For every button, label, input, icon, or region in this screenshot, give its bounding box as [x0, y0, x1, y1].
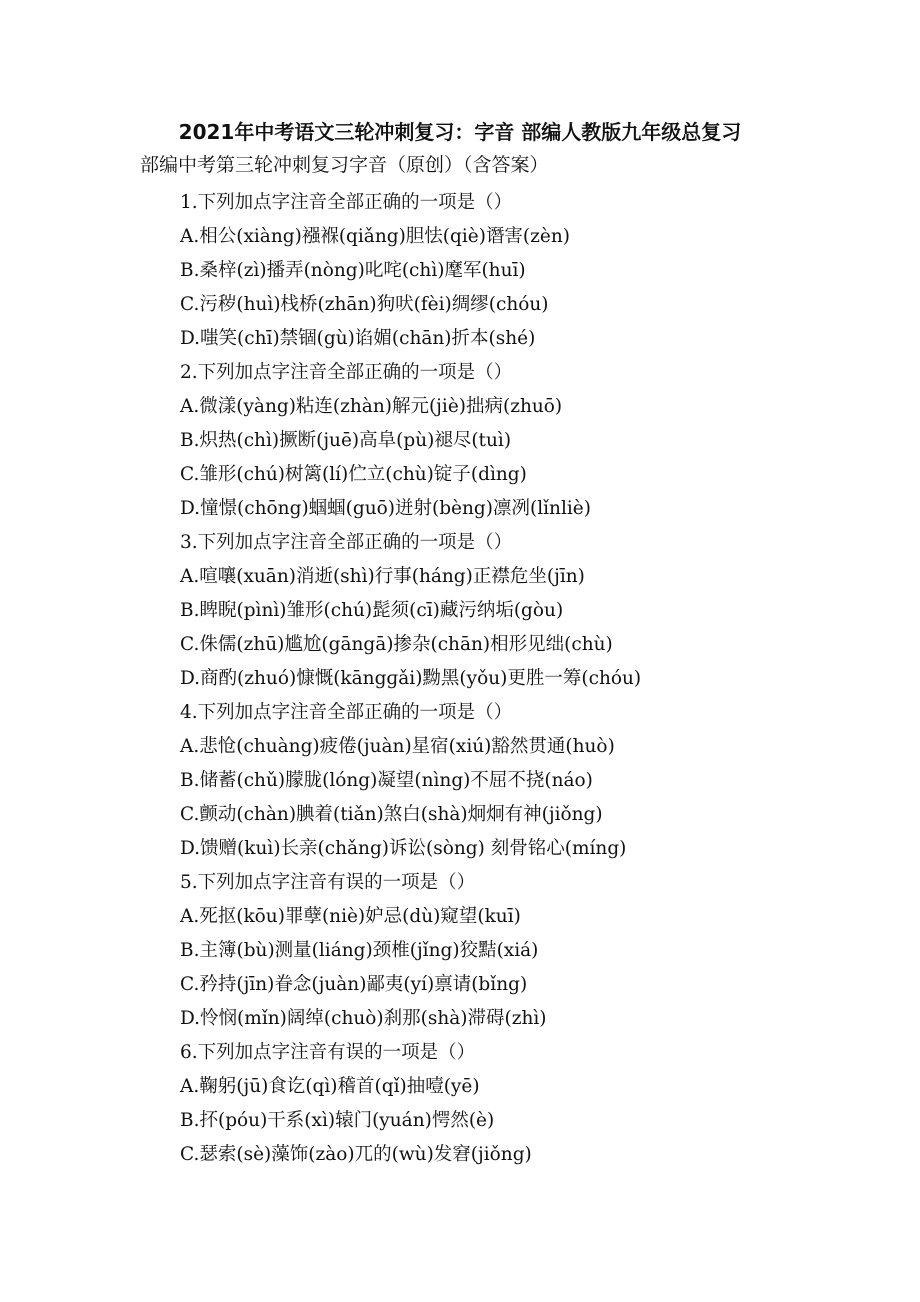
- question-6-option-a: A.鞠躬(jū)食讫(qì)稽首(qǐ)抽噎(yē): [180, 1076, 480, 1097]
- question-1-option-a: A.相公(xiàng)襁褓(qiǎng)胆怯(qiè)谮害(zèn): [180, 226, 570, 247]
- question-6-option-c: C.瑟索(sè)藻饰(zào)兀的(wù)发窘(jiǒng): [180, 1144, 532, 1165]
- question-6-option-b: B.抔(póu)干系(xì)辕门(yuán)愕然(è): [180, 1110, 495, 1131]
- question-2-option-a: A.微漾(yàng)粘连(zhàn)解元(jiè)拙病(zhuō): [180, 396, 563, 417]
- document-title: 2021年中考语文三轮冲刺复习：字音 部编人教版九年级总复习: [178, 120, 742, 144]
- question-4-option-a: A.悲怆(chuàng)疲倦(juàn)星宿(xiú)豁然贯通(huò): [180, 736, 615, 757]
- question-4-option-b: B.储蓄(chǔ)朦胧(lóng)凝望(nìng)不屈不挠(náo): [180, 770, 593, 791]
- question-6-stem: 6.下列加点字注音有误的一项是（）: [180, 1042, 476, 1063]
- question-3-stem: 3.下列加点字注音全部正确的一项是（）: [180, 532, 513, 553]
- question-2-option-d: D.憧憬(chōng)蝈蝈(guō)迸射(bèng)凛冽(lǐnliè): [180, 498, 591, 519]
- question-2-option-c: C.雏形(chú)树篱(lí)伫立(chù)锭子(dìng): [180, 464, 527, 485]
- question-2-option-b: B.炽热(chì)撅断(juē)高阜(pù)褪尽(tuì): [180, 430, 512, 451]
- question-3-option-d: D.商酌(zhuó)慷慨(kāngɡǎi)黝黑(yǒu)更胜一筹(chóu): [180, 668, 642, 689]
- document-subtitle: 部编中考第三轮冲刺复习字音（原创）（含答案）: [140, 154, 549, 176]
- question-3-option-a: A.喧嚷(xuān)消逝(shì)行事(háng)正襟危坐(jīn): [180, 566, 585, 587]
- question-3-option-c: C.侏儒(zhū)尴尬(gāngā)掺杂(chān)相形见绌(chù): [180, 634, 613, 655]
- question-5-option-c: C.矜持(jīn)眷念(juàn)鄙夷(yí)禀请(bǐng): [180, 974, 528, 995]
- question-3-option-b: B.睥睨(pìnì)雏形(chú)髭须(cī)藏污纳垢(gòu): [180, 600, 564, 621]
- question-5-option-d: D.怜悯(mǐn)阔绰(chuò)刹那(shà)滞碍(zhì): [180, 1008, 547, 1029]
- question-body: [180, 186, 880, 1172]
- question-5-option-b: B.主簿(bù)测量(liáng)颈椎(jǐng)狡黠(xiá): [180, 940, 539, 961]
- question-1-option-c: C.污秽(huì)栈桥(zhān)狗吠(fèi)绸缪(chóu): [180, 294, 549, 315]
- question-4-option-d: D.馈赠(kuì)长亲(chǎng)诉讼(sòng) 刻骨铭心(míng): [180, 838, 627, 859]
- question-2-stem: 2.下列加点字注音全部正确的一项是（）: [180, 362, 513, 383]
- question-1-stem: 1.下列加点字注音全部正确的一项是（）: [180, 192, 513, 213]
- question-4-option-c: C.颤动(chàn)腆着(tiǎn)煞白(shà)炯炯有神(jiǒng): [180, 804, 603, 825]
- question-5-option-a: A.死抠(kōu)罪孽(niè)妒忌(dù)窥望(kuī): [180, 906, 521, 927]
- question-1-option-d: D.嗤笑(chī)禁锢(gù)谄媚(chān)折本(shé): [180, 328, 536, 349]
- question-1-option-b: B.桑梓(zì)播弄(nòng)叱咤(chì)麾军(huī): [180, 260, 526, 281]
- question-4-stem: 4.下列加点字注音全部正确的一项是（）: [180, 702, 513, 723]
- question-5-stem: 5.下列加点字注音有误的一项是（）: [180, 872, 476, 893]
